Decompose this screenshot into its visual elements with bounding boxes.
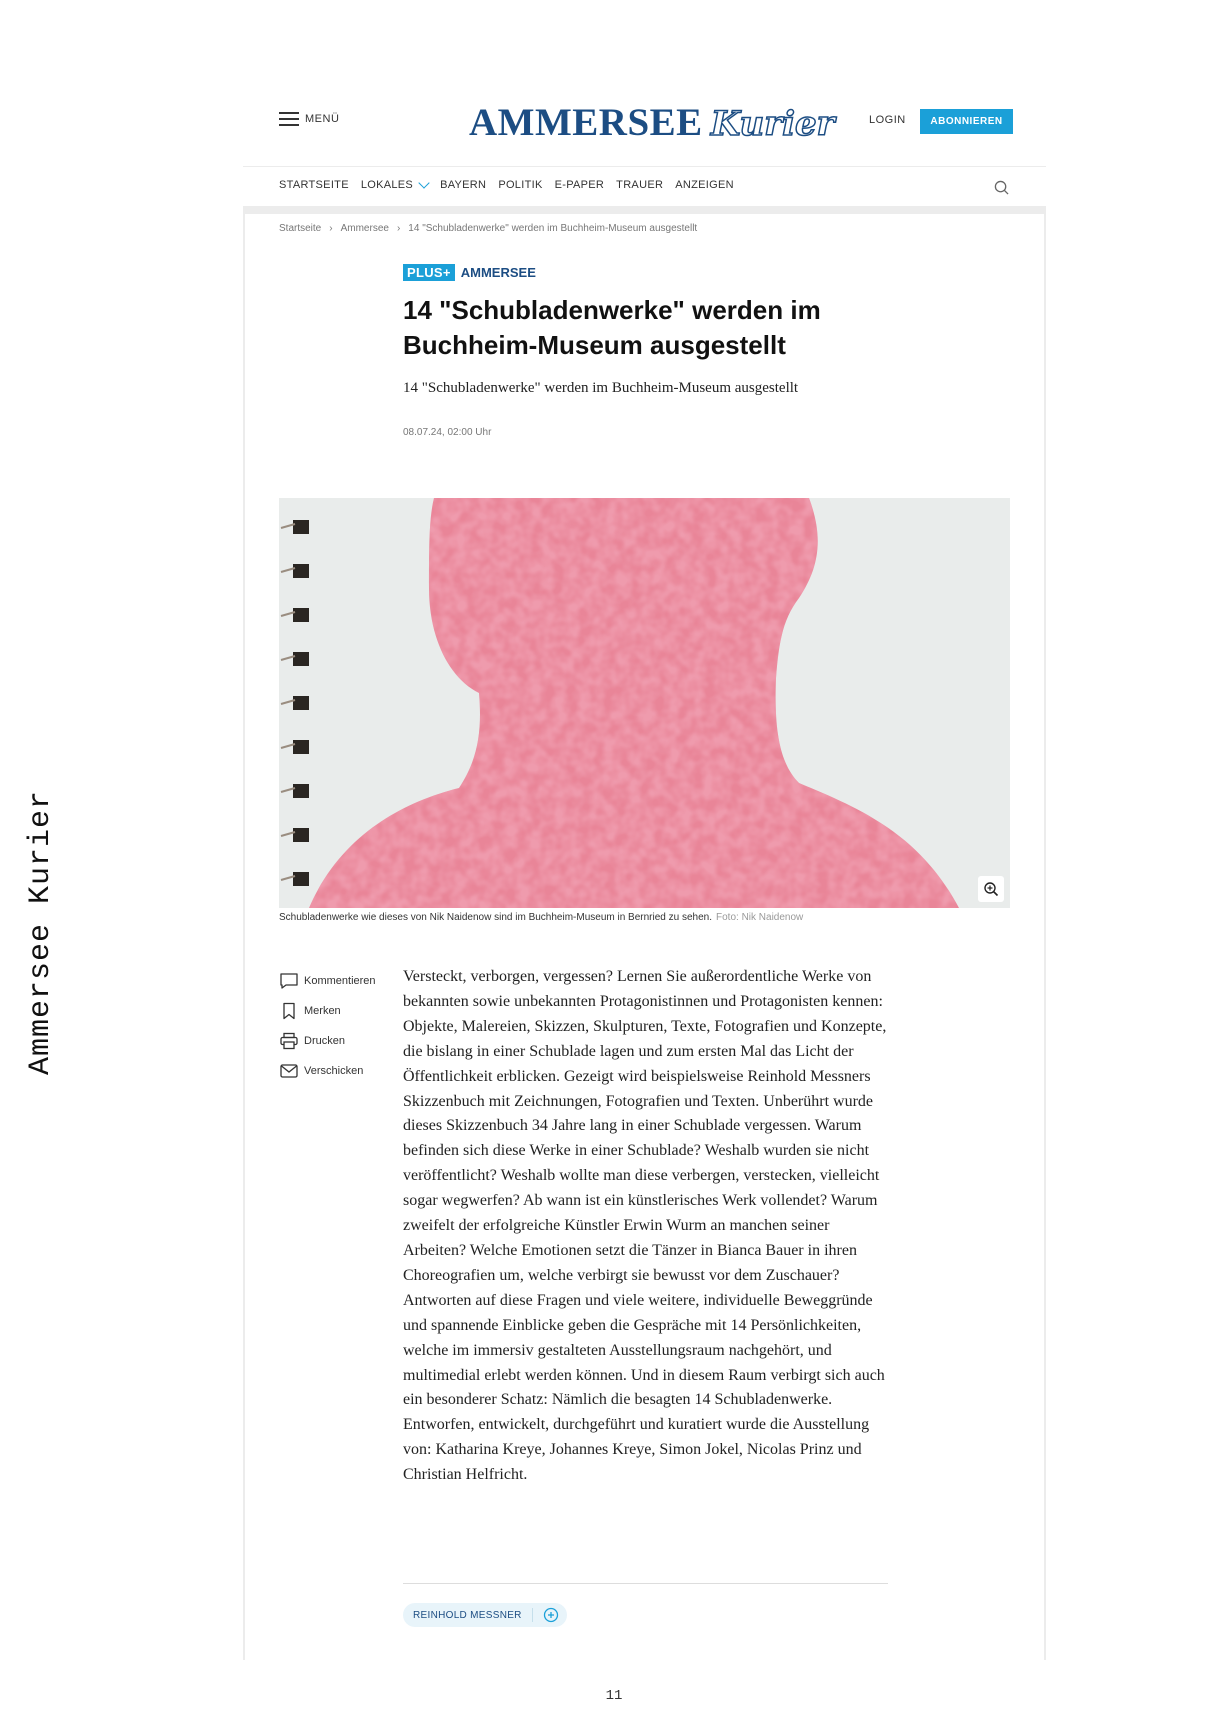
comment-icon xyxy=(279,972,299,990)
site-header xyxy=(243,90,1046,166)
kicker-label[interactable]: AMMERSEE xyxy=(460,265,536,280)
article-actions xyxy=(279,972,376,1080)
menu-label: MENÜ xyxy=(305,113,340,125)
breadcrumb-separator: › xyxy=(329,223,333,234)
breadcrumb-current: 14 "Schubladenwerke" werden im Buchheim-Museum ausgestellt xyxy=(408,223,698,234)
share-action[interactable] xyxy=(279,1062,376,1080)
comment-action[interactable] xyxy=(279,972,376,990)
login-link[interactable]: LOGIN xyxy=(869,114,906,126)
article-page xyxy=(243,90,1046,1660)
photo-credit: Foto: Nik Naidenow xyxy=(716,912,804,923)
hero-image[interactable] xyxy=(279,498,1010,908)
nav-label: TRAUER xyxy=(616,179,664,191)
article-kicker xyxy=(403,264,536,281)
breadcrumb-separator: › xyxy=(396,223,401,234)
side-label: Ammersee Kurier xyxy=(24,789,58,1075)
image-caption xyxy=(279,912,803,923)
printer-icon xyxy=(279,1032,299,1050)
page-number: 11 xyxy=(605,1688,623,1704)
main-nav xyxy=(243,166,1046,206)
tag-label: REINHOLD MESSNER xyxy=(413,1609,522,1621)
article-headline: 14 "Schubladenwerke" werden im Buchheim-Museum ausgestellt xyxy=(403,295,821,360)
breadcrumb-startseite[interactable]: Startseite xyxy=(279,223,322,234)
tag-separator xyxy=(532,1608,533,1622)
nav-item-politik[interactable] xyxy=(498,179,542,191)
chevron-down-icon xyxy=(418,177,429,188)
caption-text: Schubladenwerke wie dieses von Nik Naidenow sind im Buchheim-Museum in Bernried zu sehen. xyxy=(279,912,712,923)
zoom-in-icon xyxy=(983,881,999,897)
bookmark-icon xyxy=(279,1002,299,1020)
search-icon[interactable] xyxy=(994,180,1009,195)
nav-label: POLITIK xyxy=(498,179,543,191)
hamburger-icon xyxy=(279,112,299,126)
follow-plus-icon[interactable] xyxy=(543,1607,559,1623)
nav-label: ANZEIGEN xyxy=(675,179,734,191)
action-label: Verschicken xyxy=(304,1065,364,1077)
nav-item-bayern[interactable] xyxy=(440,179,486,191)
nav-item-anzeigen[interactable] xyxy=(675,179,734,191)
logo-script: Kurier xyxy=(710,104,835,144)
menu-button[interactable] xyxy=(279,112,339,126)
pink-bust-drawing xyxy=(279,498,1010,908)
nav-item-trauer[interactable] xyxy=(616,179,663,191)
article-body: Versteckt, verborgen, vergessen? Lernen Sie außerordentliche Werke von bekannten sowie unbekannten Protagonistinnen und Protagonisten kennen: Objekte, Malereien, Skizzen, Skulpturen, Texte, Fotografien und Konzepte, die bislang in einer Schublade lagen und zum ersten Mal das Licht der Öffentlichkeit erblicken. Gezeigt wird beispielsweise Reinhold Messners Skizzenbuch mit Zeichnungen, Fotografien und Texten. Unberührt wurde dieses Skizzenbuch 34 Jahre lang in einer Schublade vergessen. Warum befinden sich diese Werke in einer Schublade? Weshalb wurden sie nicht veröffentlicht? Weshalb wollte man diese verbergen, verstecken, vielleicht sogar wegwerfen? Ab wann ist ein künstlerisches Werk vollendet? Warum zweifelt der erfolgreiche Künstler Erwin Wurm an manchen seiner Arbeiten? Welche Emotionen setzt die Tänzer in Bianca Bauer in ihren Choreografien um, welche verbirgt sie bewusst vor dem Zuschauer? Antworten auf diese Fragen und viele weitere, individuelle Beweggründe und spannende Einblicke geben die Gespräche mit 14 Persönlichkeiten, welche im immersiv gestalteten Ausstellungsraum nachgehört, und multimedial erlebt werden können. Und in diesem Raum verbirgt sich auch ein besonderer Schatz: Nämlich die besagten 14 Schubladenwerke. Entworfen, entwickelt, durchgeführt und kuratiert wurde die Ausstellung von: Katharina Kreye, Johannes Kreye, Simon Jokel, Nicolas Prinz und Christian Helfricht. xyxy=(403,968,887,1484)
mail-icon xyxy=(279,1062,299,1080)
topic-tag[interactable] xyxy=(403,1603,567,1627)
zoom-button[interactable] xyxy=(978,876,1004,902)
action-label: Drucken xyxy=(304,1035,345,1047)
article-date: 08.07.24, 02:00 Uhr xyxy=(403,427,492,438)
action-label: Kommentieren xyxy=(304,975,376,987)
nav-label: E-PAPER xyxy=(554,179,605,191)
bookmark-action[interactable] xyxy=(279,1002,376,1020)
nav-item-epaper[interactable] xyxy=(555,179,605,191)
site-logo[interactable] xyxy=(469,100,835,145)
nav-item-lokales[interactable] xyxy=(361,179,428,191)
action-label: Merken xyxy=(304,1005,341,1017)
nav-label: LOKALES xyxy=(360,179,414,191)
nav-label: STARTSEITE xyxy=(279,179,349,191)
print-action[interactable] xyxy=(279,1032,376,1050)
breadcrumb-ammersee[interactable]: Ammersee xyxy=(340,223,389,234)
subscribe-button[interactable]: ABONNIEREN xyxy=(920,109,1013,134)
breadcrumb xyxy=(279,223,697,234)
divider xyxy=(403,1583,888,1584)
nav-item-startseite[interactable] xyxy=(279,179,349,191)
article-teaser: 14 "Schubladenwerke" werden im Buchheim-Museum ausgestellt xyxy=(403,380,799,396)
logo-wordmark: AMMERSEE xyxy=(469,101,703,144)
plus-badge: PLUS+ xyxy=(403,264,455,281)
nav-label: BAYERN xyxy=(440,179,487,191)
